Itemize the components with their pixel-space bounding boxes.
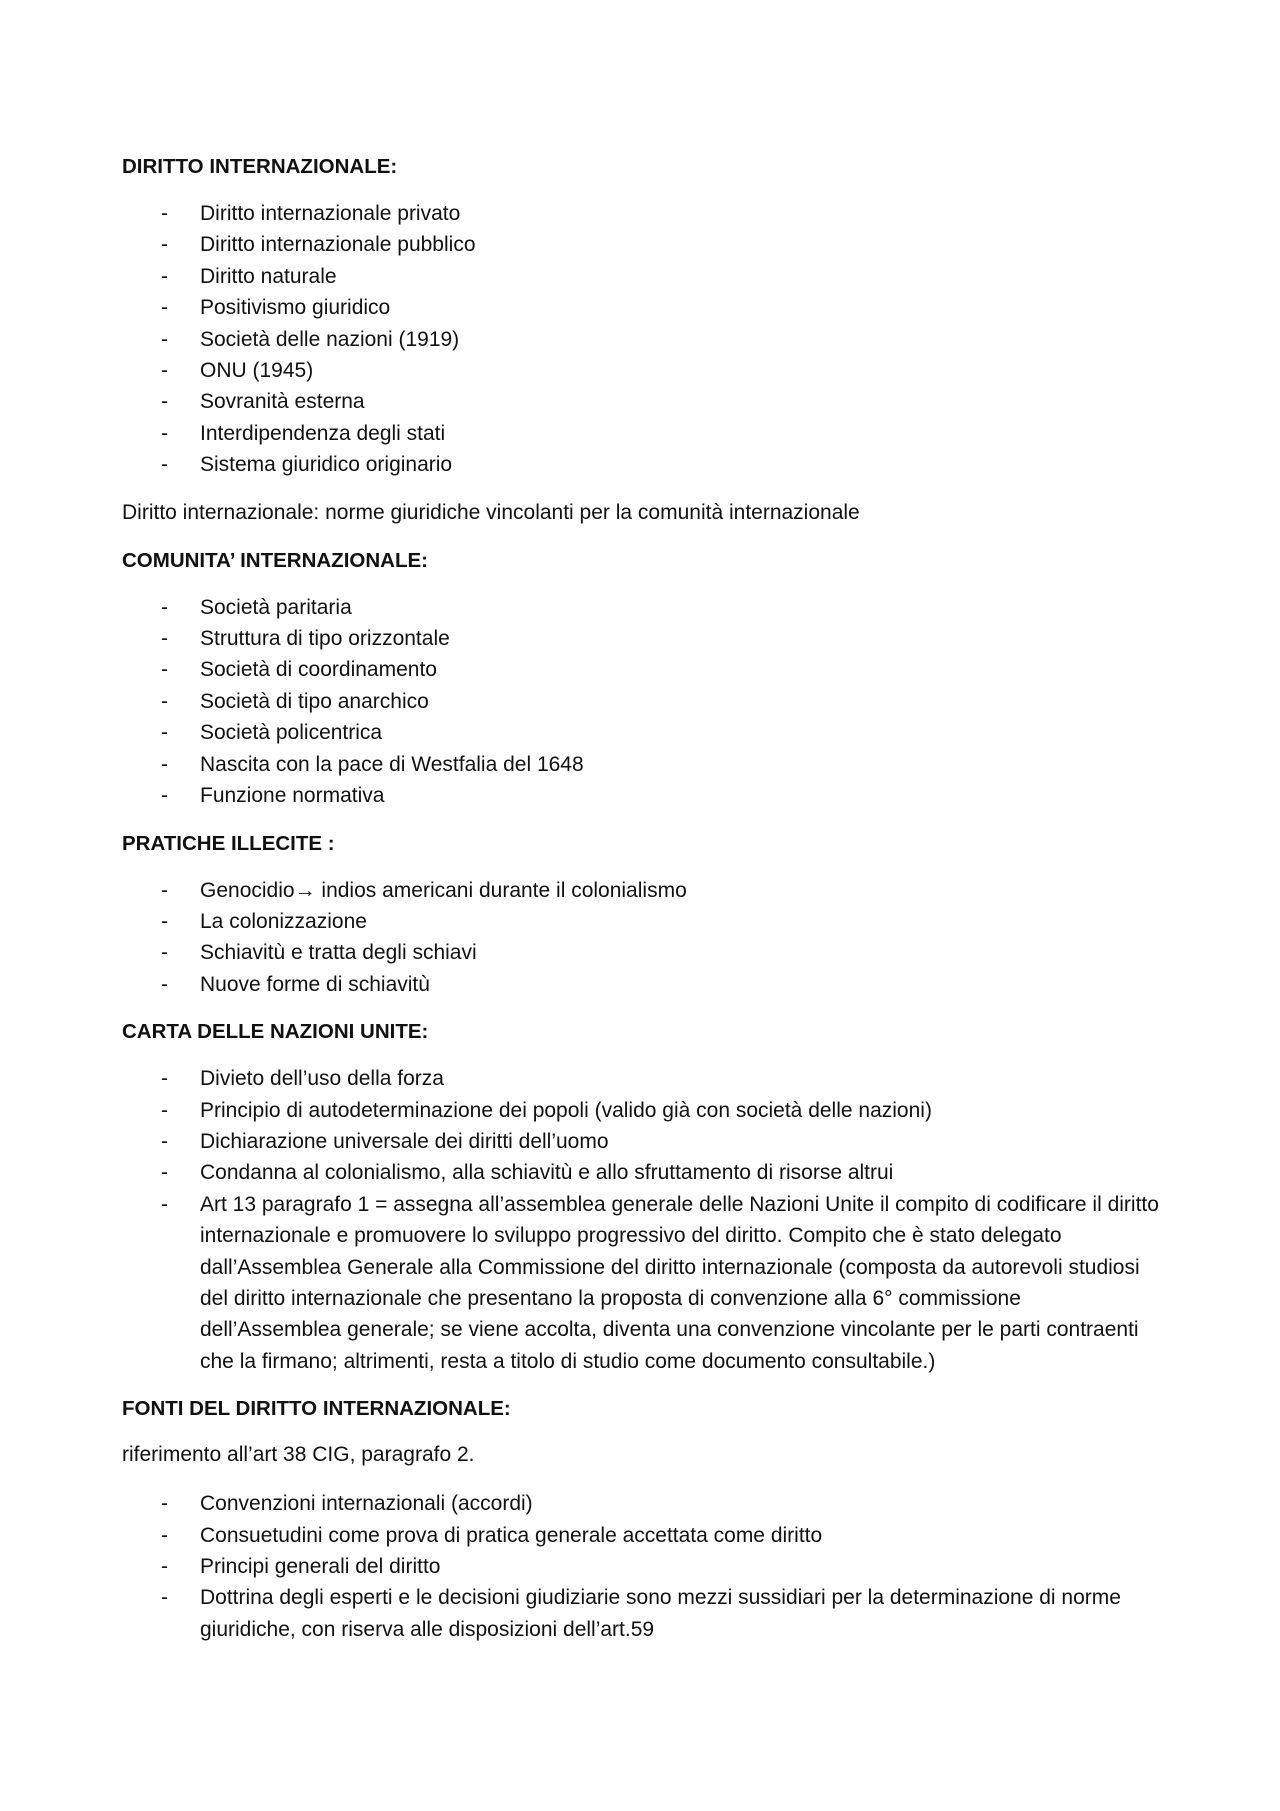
bullet-list [122, 198, 1162, 481]
bullet-dash: - [161, 878, 168, 902]
list-item: - Società delle nazioni (1919) [122, 324, 1162, 355]
list-item: - Diritto internazionale privato [122, 198, 1162, 229]
definition-paragraph: Diritto internazionale: norme giuridiche vincolanti per la comunità internazionale [122, 500, 860, 524]
list-item: - Diritto naturale [122, 261, 1162, 292]
reference-paragraph: riferimento all’art 38 CIG, paragrafo 2. [122, 1443, 475, 1467]
list-item: - Positivismo giuridico [122, 292, 1162, 323]
bullet-dash: - [161, 972, 168, 996]
list-item: - Sovranità esterna [122, 386, 1162, 417]
bullet-dash: - [161, 453, 168, 477]
section-heading: FONTI DEL DIRITTO INTERNAZIONALE: [122, 1397, 511, 1421]
bullet-dash: - [161, 1555, 168, 1578]
bullet-dash: - [161, 1586, 168, 1610]
list-item: - Società paritaria [122, 592, 1162, 623]
list-item: - Dottrina degli esperti e le decisioni giudiziarie sono mezzi sussidiari per la determinazione di norme giuridiche, con riserva alle disposizioni dell’art.59 [122, 1582, 1162, 1645]
bullet-dash: - [161, 390, 168, 414]
list-item: - Società policentrica [122, 717, 1162, 748]
bullet-dash: - [161, 909, 168, 933]
section-heading: CARTA DELLE NAZIONI UNITE: [122, 1020, 429, 1044]
list-item: - Funzione normativa [122, 780, 1162, 811]
list-item: - Condanna al colonialismo, alla schiavitù e allo sfruttamento di risorse altrui [122, 1157, 1162, 1188]
list-item: - Nascita con la pace di Westfalia del 1648 [122, 749, 1162, 780]
list-item: - Dichiarazione universale dei diritti dell’uomo [122, 1126, 1162, 1157]
list-item: - ONU (1945) [122, 355, 1162, 386]
bullet-dash: - [161, 202, 168, 225]
bullet-dash: - [161, 296, 168, 320]
bullet-dash: - [161, 784, 168, 808]
bullet-dash: - [161, 595, 168, 619]
bullet-dash: - [161, 359, 168, 383]
bullet-dash: - [161, 1067, 168, 1091]
bullet-list [122, 1063, 1162, 1377]
bullet-dash: - [161, 689, 168, 713]
list-item: - Nuove forme di schiavitù [122, 969, 1162, 1000]
bullet-dash: - [161, 327, 168, 351]
list-item: - La colonizzazione [122, 906, 1162, 937]
document-body [122, 152, 1162, 1662]
bullet-dash: - [161, 721, 168, 745]
section-heading: COMUNITA’ INTERNAZIONALE: [122, 548, 428, 572]
bullet-dash: - [161, 1161, 168, 1185]
bullet-dash: - [161, 1098, 168, 1122]
bullet-list [122, 1488, 1162, 1645]
bullet-dash: - [161, 421, 168, 445]
bullet-dash: - [161, 658, 168, 682]
arrow-right-icon: → [294, 878, 316, 902]
bullet-dash: - [161, 233, 168, 257]
list-item: - Genocidio→ indios americani durante il colonialismo [122, 875, 1162, 906]
section-heading: DIRITTO INTERNAZIONALE: [122, 155, 398, 178]
bullet-list [122, 875, 1162, 1001]
list-item: - Interdipendenza degli stati [122, 418, 1162, 449]
list-item: - Principi generali del diritto [122, 1551, 1162, 1582]
bullet-dash: - [161, 1492, 168, 1516]
list-item: - Struttura di tipo orizzontale [122, 623, 1162, 654]
list-item: - Convenzioni internazionali (accordi) [122, 1488, 1162, 1519]
list-item: - Consuetudini come prova di pratica generale accettata come diritto [122, 1520, 1162, 1551]
list-item: - Art 13 paragrafo 1 = assegna all’assemblea generale delle Nazioni Unite il compito di codificare il diritto internazionale e promuovere lo sviluppo progressivo del diritto. Compito che è stato delegato dall’Assemblea Generale alla Commissione del diritto internazionale (composta da autorevoli studiosi del diritto internazionale che presentano la proposta di convenzione alla 6° commissione dell’Assemblea generale; se viene accolta, diventa una convenzione vincolante per le parti contraenti che la firmano; altrimenti, resta a titolo di studio come documento consultabile.) [122, 1189, 1162, 1377]
bullet-dash: - [161, 1523, 168, 1547]
bullet-dash: - [161, 627, 168, 651]
list-item: - Società di coordinamento [122, 654, 1162, 685]
list-item: - Diritto internazionale pubblico [122, 229, 1162, 260]
section-heading: PRATICHE ILLECITE : [122, 831, 335, 855]
list-item: - Principio di autodeterminazione dei popoli (valido già con società delle nazioni) [122, 1095, 1162, 1126]
bullet-dash: - [161, 941, 168, 965]
list-item: - Sistema giuridico originario [122, 449, 1162, 480]
bullet-dash: - [161, 1129, 168, 1153]
list-item: - Schiavitù e tratta degli schiavi [122, 937, 1162, 968]
bullet-dash: - [161, 752, 168, 776]
bullet-dash: - [161, 264, 168, 288]
list-item: - Divieto dell’uso della forza [122, 1063, 1162, 1094]
bullet-dash: - [161, 1192, 168, 1216]
list-item: - Società di tipo anarchico [122, 686, 1162, 717]
bullet-list [122, 592, 1162, 812]
